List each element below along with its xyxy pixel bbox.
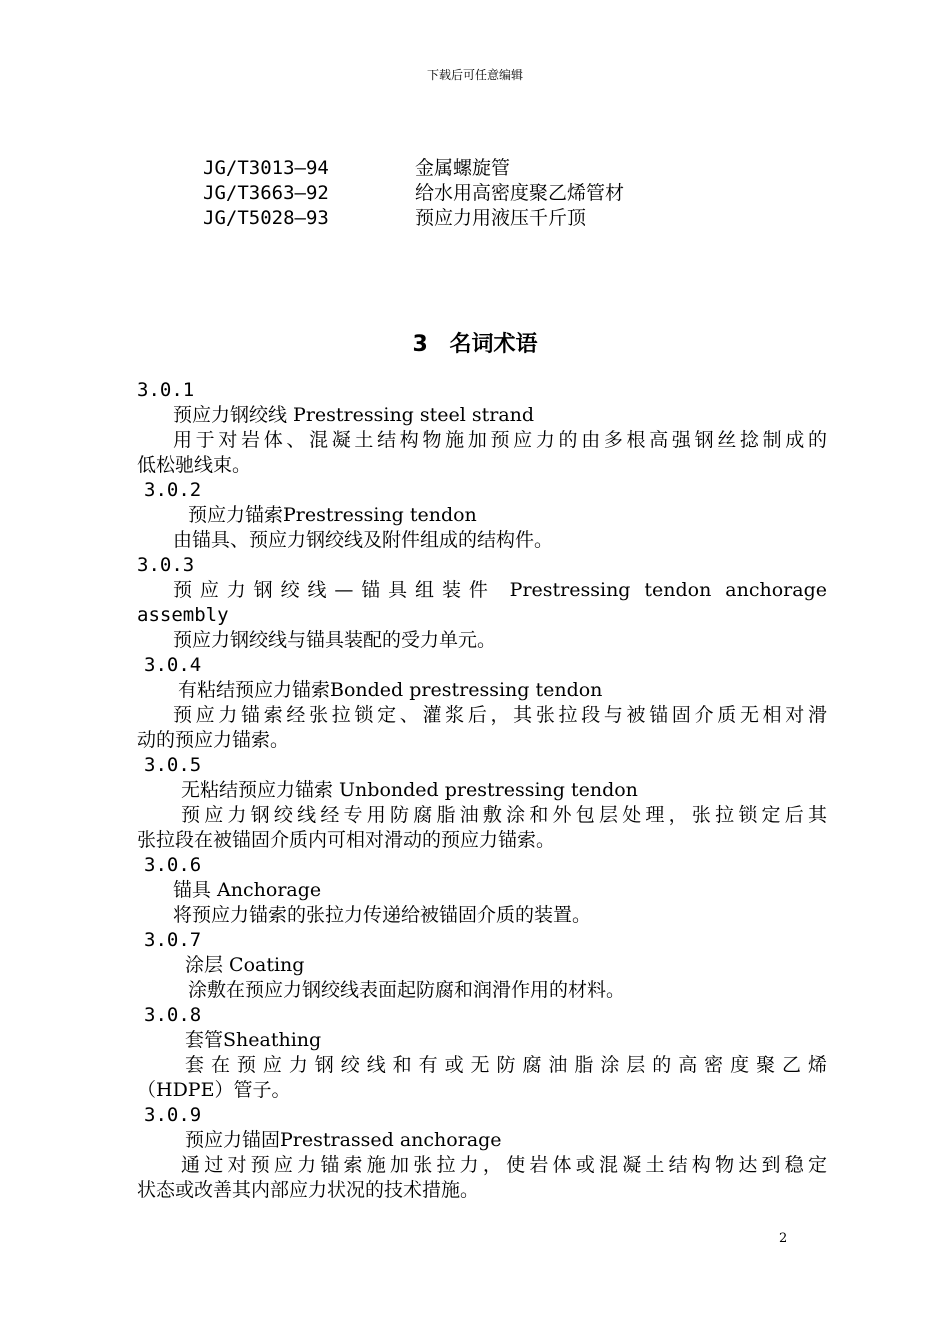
terms-section	[137, 378, 827, 1203]
term-name: 预应力钢绞线 Prestressing steel strand	[173, 404, 535, 426]
reference-title: 金属螺旋管	[415, 157, 511, 179]
term-number: 3.0.1	[137, 379, 195, 401]
term-definition-cont: 状态或改善其内部应力状况的技术措施。	[137, 1179, 480, 1201]
reference-title: 给水用高密度聚乙烯管材	[415, 182, 625, 204]
term-number: 3.0.9	[144, 1104, 202, 1126]
term-name: 套管Sheathing	[185, 1029, 322, 1051]
term-number: 3.0.6	[144, 854, 202, 876]
term-name: 无粘结预应力锚索 Unbonded prestressing tendon	[181, 779, 638, 801]
term-definition: 预应力钢绞线经专用防腐脂油敷涂和外包层处理，张拉锁定后其	[181, 804, 827, 826]
term-definition: 用于对岩体、混凝土结构物施加预应力的由多根高强钢丝捻制成的	[173, 429, 827, 451]
term-definition-cont: 低松驰线束。	[137, 454, 252, 476]
term-definition: 涂敷在预应力钢绞线表面起防腐和润滑作用的材料。	[188, 979, 626, 1001]
reference-code: JG/T3013—94	[203, 157, 329, 179]
term-definition: 通过对预应力锚索施加张拉力，使岩体或混凝土结构物达到稳定	[181, 1154, 827, 1176]
term-definition: 套在预应力钢绞线和有或无防腐油脂涂层的高密度聚乙烯	[185, 1054, 827, 1076]
term-definition: 将预应力锚索的张拉力传递给被锚固介质的装置。	[173, 904, 592, 926]
reference-row	[203, 203, 624, 228]
term-definition: 由锚具、预应力钢绞线及附件组成的结构件。	[173, 529, 554, 551]
page-number: 2	[779, 1231, 788, 1246]
term-definition-cont: （HDPE）管子。	[137, 1079, 291, 1101]
term-definition: 预应力钢绞线与锚具装配的受力单元。	[173, 629, 497, 651]
term-number: 3.0.2	[144, 479, 202, 501]
term-definition-cont: 动的预应力锚索。	[137, 729, 290, 751]
standard-references	[203, 153, 624, 228]
term-number: 3.0.7	[144, 929, 202, 951]
term-name: 预应力锚索Prestressing tendon	[188, 504, 477, 526]
term-name: 预应力锚固Prestrassed anchorage	[185, 1129, 502, 1151]
term-name: 有粘结预应力锚索Bonded prestressing tendon	[178, 679, 603, 701]
term-name: 涂层 Coating	[185, 954, 305, 976]
reference-code: JG/T5028—93	[203, 207, 329, 229]
term-name: 锚具 Anchorage	[173, 879, 322, 901]
term-number: 3.0.3	[137, 554, 195, 576]
term-number: 3.0.5	[144, 754, 202, 776]
reference-row	[203, 178, 624, 203]
term-name: 预应力钢绞线—锚具组装件 Prestressing tendon anchorage	[173, 579, 827, 601]
term-name-cont: assembly	[137, 604, 229, 626]
chapter-title: 3 名词术语	[412, 332, 538, 357]
reference-code: JG/T3663—92	[203, 182, 329, 204]
page-header-note: 下载后可任意编辑	[426, 68, 523, 82]
term-number: 3.0.4	[144, 654, 202, 676]
term-definition: 预应力锚索经张拉锁定、灌浆后，其张拉段与被锚固介质无相对滑	[173, 704, 827, 726]
term-number: 3.0.8	[144, 1004, 202, 1026]
reference-title: 预应力用液压千斤顶	[415, 207, 587, 229]
term-definition-cont: 张拉段在被锚固介质内可相对滑动的预应力锚索。	[137, 829, 556, 851]
reference-row	[203, 153, 624, 178]
